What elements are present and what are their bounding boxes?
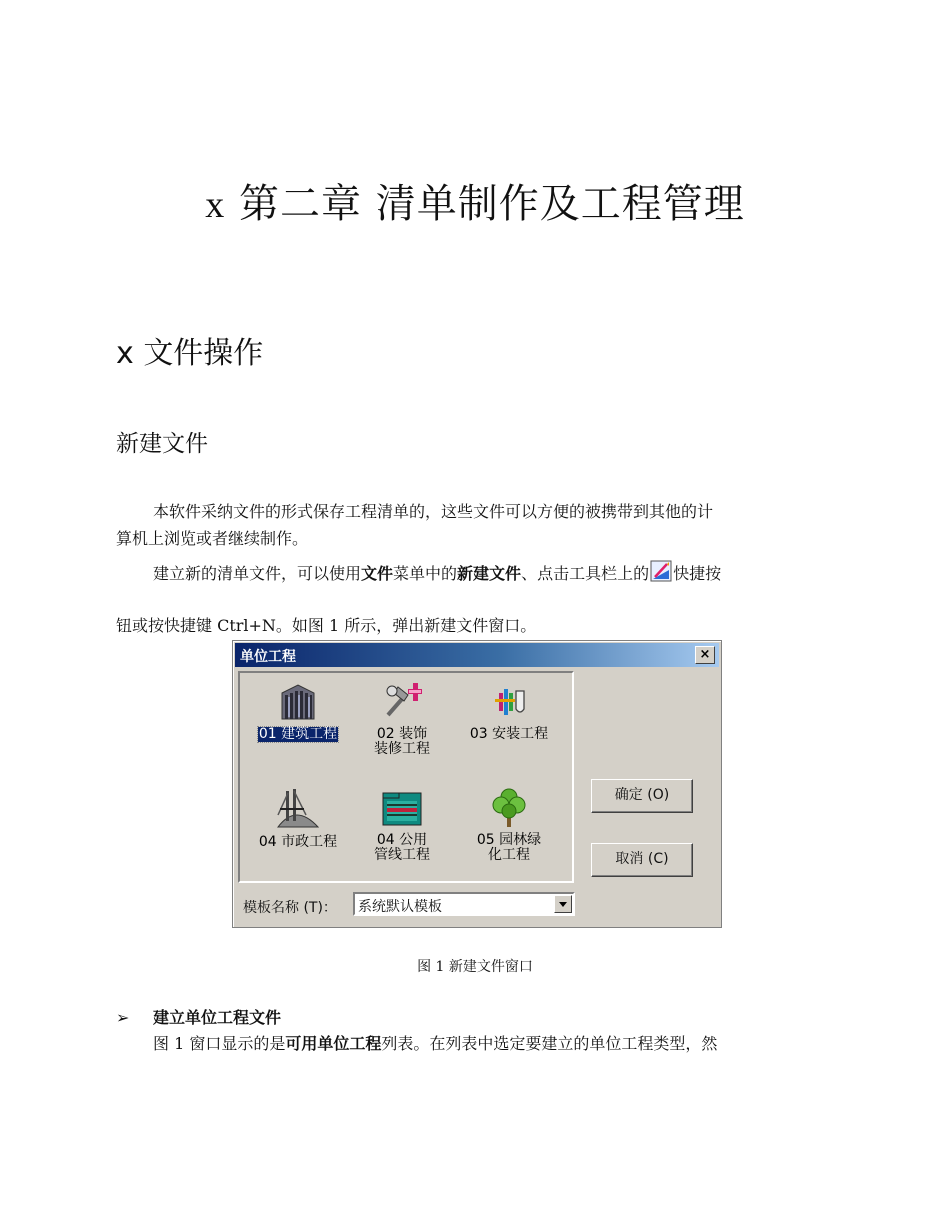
bullet-heading (116, 1005, 281, 1028)
template-select-value: 系统默认模板 (358, 899, 442, 915)
chapter-title-text: 第二章 清单制作及工程管理 (239, 181, 745, 227)
tree-icon (487, 785, 531, 829)
project-item-installation[interactable] (454, 679, 564, 742)
paragraph-1-line-1: 本软件采纳文件的形式保存工程清单的，这些文件可以方便的被携带到其他的计 (153, 502, 714, 521)
project-item-label: 04 公用管线工程 (374, 832, 430, 863)
project-item-building[interactable] (248, 679, 348, 742)
paragraph-3 (153, 1030, 717, 1057)
chapter-title (0, 172, 950, 229)
p2-text-e: 、点击工具栏上的 (521, 564, 650, 583)
close-button[interactable]: × (695, 646, 715, 664)
building-icon (276, 679, 320, 723)
section-title (116, 328, 263, 372)
project-item-label: 04 市政工程 (258, 834, 338, 850)
project-item-label: 03 安装工程 (469, 726, 549, 742)
ok-button[interactable]: 确定 (O) (591, 779, 693, 813)
p3-text-a: 图 1 窗口显示的是 (153, 1034, 286, 1053)
p2-text-c: 菜单中的 (393, 564, 458, 583)
p2-menu-file: 文件 (361, 564, 394, 583)
section-title-text: 文件操作 (143, 336, 264, 371)
chapter-prefix: x (205, 184, 226, 226)
template-label: 模板名称 (T)： (243, 900, 337, 916)
paragraph-2-line-2: 钮或按快捷键 Ctrl+N。如图 1 所示，弹出新建文件窗口。 (116, 616, 537, 635)
bridge-road-icon (274, 785, 322, 831)
unit-project-list (238, 671, 574, 883)
project-item-label: 01 建筑工程 (258, 726, 338, 742)
project-item-municipal[interactable] (248, 785, 348, 850)
figure-caption: 图 1 新建文件窗口 (417, 959, 533, 975)
p2-text-f: 快捷按 (673, 564, 722, 583)
cancel-button[interactable]: 取消 (C) (591, 843, 693, 877)
installation-pipe-icon (487, 679, 531, 723)
paragraph-2-line-1 (153, 560, 721, 587)
p2-text-a: 建立新的清单文件，可以使用 (153, 564, 362, 583)
dropdown-arrow-icon[interactable] (554, 895, 572, 913)
dialog-title: 单位工程 (240, 649, 296, 665)
project-item-label: 05 园林绿化工程 (476, 832, 542, 863)
section-prefix: x (116, 336, 134, 371)
template-select[interactable] (353, 892, 575, 916)
bullet-title: 建立单位工程文件 (153, 1008, 282, 1027)
project-item-pipeline[interactable] (354, 785, 450, 863)
subsection-title: 新建文件 (116, 431, 208, 457)
p2-new-file: 新建文件 (457, 564, 522, 583)
bullet-marker: ➢ (116, 1008, 130, 1027)
project-item-landscape[interactable] (454, 785, 564, 863)
new-file-toolbar-icon (650, 560, 672, 582)
p3-available-units: 可用单位工程 (285, 1034, 382, 1053)
dialog-titlebar[interactable] (235, 643, 719, 667)
pipeline-folder-icon (380, 785, 424, 829)
new-unit-project-dialog (232, 640, 722, 928)
p3-text-c: 列表。在列表中选定要建立的单位工程类型，然 (381, 1034, 718, 1053)
decoration-tools-icon (378, 679, 426, 723)
project-item-label: 02 装饰装修工程 (374, 726, 430, 757)
project-item-decoration[interactable] (354, 679, 450, 757)
paragraph-1-line-2: 算机上浏览或者继续制作。 (116, 529, 309, 548)
